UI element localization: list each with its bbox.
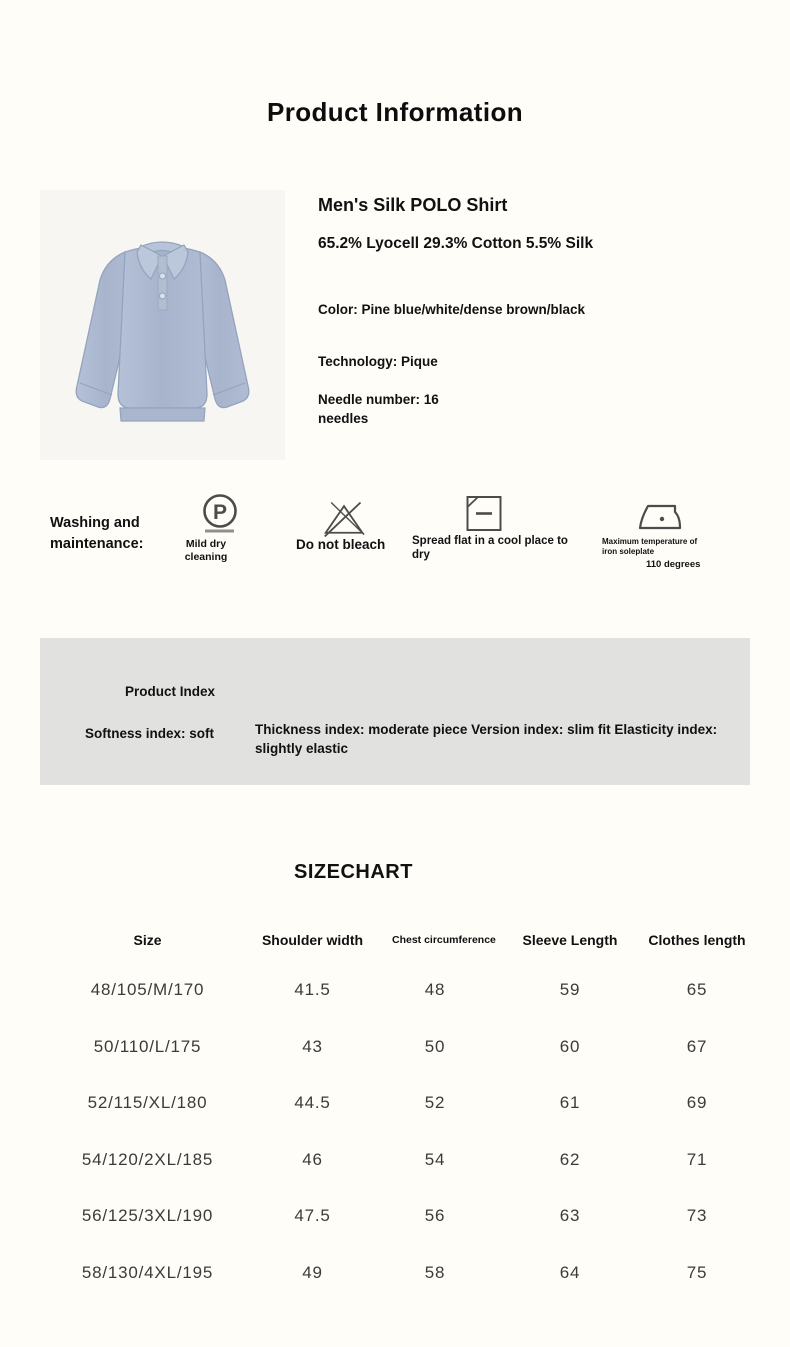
washing-section-label: Washing and maintenance: xyxy=(50,515,144,552)
cell-size: 52/115/XL/180 xyxy=(87,1093,208,1113)
product-composition: 65.2% Lyocell 29.3% Cotton 5.5% Silk xyxy=(318,235,594,252)
cell-clothes: 75 xyxy=(686,1262,708,1282)
flat-dry-icon xyxy=(465,492,503,539)
col-header-size: Size xyxy=(133,932,162,948)
cell-clothes: 65 xyxy=(686,980,708,1000)
table-row xyxy=(40,1245,754,1302)
cell-size: 56/125/3XL/190 xyxy=(81,1206,214,1226)
col-header-shoulder: Shoulder width xyxy=(261,932,364,948)
cell-chest: 58 xyxy=(424,1262,446,1282)
cell-chest: 54 xyxy=(424,1149,446,1169)
col-header-clothes: Clothes length xyxy=(648,932,746,948)
cell-size: 54/120/2XL/185 xyxy=(81,1149,214,1169)
iron-low-temp-icon xyxy=(636,500,684,539)
cell-sleeve: 60 xyxy=(559,1036,581,1056)
size-table xyxy=(40,918,754,1301)
cell-chest: 48 xyxy=(424,980,446,1000)
product-color-line: Color: Pine blue/white/dense brown/black xyxy=(318,302,586,317)
table-row xyxy=(40,1132,754,1189)
size-table-header-row xyxy=(40,918,754,962)
flat-dry-label: Spread flat in a cool place to dry xyxy=(412,535,568,561)
cell-shoulder: 43 xyxy=(302,1036,323,1056)
cell-shoulder: 41.5 xyxy=(294,980,331,1000)
cell-shoulder: 46 xyxy=(302,1149,323,1169)
col-header-chest: Chest circumference xyxy=(392,934,496,946)
cell-size: 50/110/L/175 xyxy=(93,1036,202,1056)
cell-size: 48/105/M/170 xyxy=(90,980,205,1000)
cell-sleeve: 62 xyxy=(559,1149,581,1169)
table-row xyxy=(40,1019,754,1076)
cell-sleeve: 64 xyxy=(559,1262,581,1282)
table-row xyxy=(40,962,754,1019)
product-index-title: Product Index xyxy=(125,684,216,699)
cell-chest: 52 xyxy=(424,1093,446,1113)
iron-label: Maximum temperature of iron soleplate xyxy=(602,537,698,556)
cell-sleeve: 63 xyxy=(559,1206,581,1226)
product-image xyxy=(40,190,285,460)
dry-clean-label: Mild dry cleaning xyxy=(184,538,228,563)
page-title: Product Information xyxy=(266,97,524,128)
cell-sleeve: 59 xyxy=(559,980,581,1000)
cell-shoulder: 47.5 xyxy=(294,1206,331,1226)
cell-clothes: 67 xyxy=(686,1036,708,1056)
do-not-bleach-label: Do not bleach xyxy=(296,537,386,552)
product-index-panel xyxy=(40,638,750,785)
table-row xyxy=(40,1188,754,1245)
polo-shirt-illustration xyxy=(40,190,285,460)
iron-sub-label: 110 degrees xyxy=(646,559,701,570)
cell-shoulder: 49 xyxy=(302,1262,323,1282)
cell-size: 58/130/4XL/195 xyxy=(81,1262,214,1282)
cell-shoulder: 44.5 xyxy=(294,1093,331,1113)
cell-chest: 50 xyxy=(424,1036,446,1056)
circle-p-glyph: P xyxy=(212,501,228,524)
product-name: Men's Silk POLO Shirt xyxy=(318,195,508,215)
cell-clothes: 73 xyxy=(686,1206,708,1226)
softness-index: Softness index: soft xyxy=(85,726,215,741)
col-header-sleeve: Sleeve Length xyxy=(522,932,618,948)
cell-sleeve: 61 xyxy=(559,1093,581,1113)
table-row xyxy=(40,1075,754,1132)
dry-clean-circle-p-icon xyxy=(200,492,240,543)
cell-clothes: 69 xyxy=(686,1093,708,1113)
cell-clothes: 71 xyxy=(686,1149,708,1169)
product-index-details: Thickness index: moderate piece Version index: slim fit Elasticity index: slightly elastic xyxy=(255,722,718,756)
sizechart-title: SIZECHART xyxy=(294,860,413,883)
product-technology: Technology: Pique xyxy=(318,354,438,369)
product-needle-count: Needle number: 16 needles xyxy=(318,392,439,426)
cell-chest: 56 xyxy=(424,1206,446,1226)
